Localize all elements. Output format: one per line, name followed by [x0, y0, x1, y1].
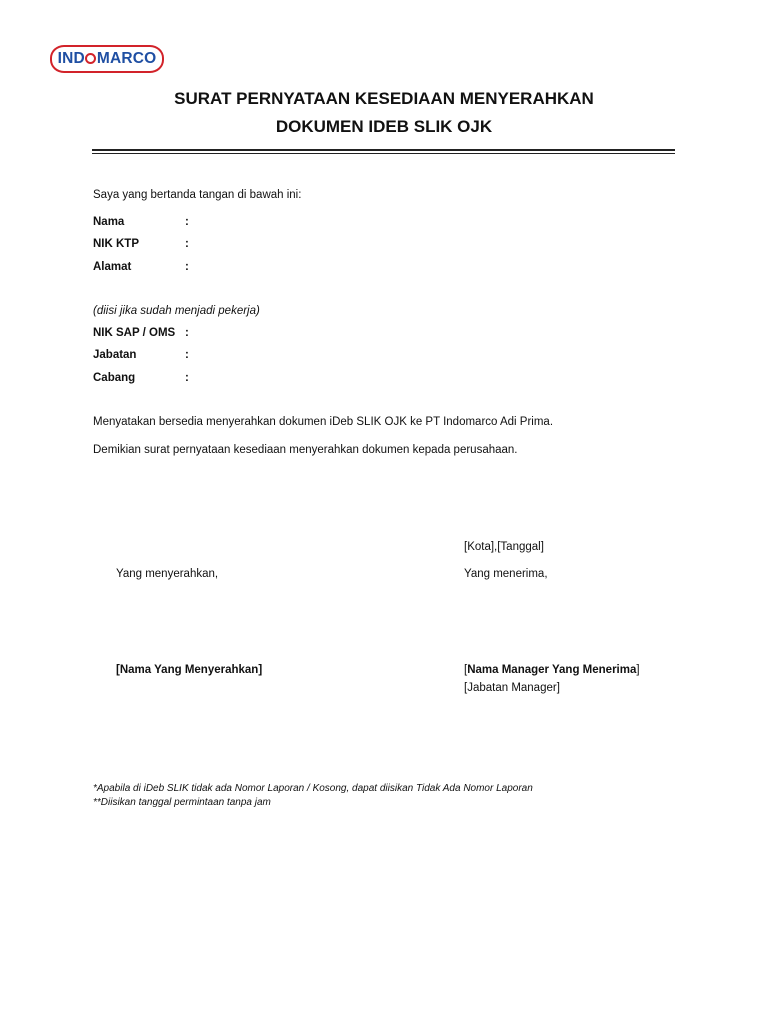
indomarco-logo [50, 45, 164, 73]
document-title-line-2: DOKUMEN IDEB SLIK OJK [275, 117, 493, 136]
signature-left-heading: Yang menyerahkan, [116, 568, 219, 580]
logo-ring-icon [85, 53, 96, 64]
signature-right-title: [Jabatan Manager] [464, 682, 560, 694]
bracket-close: ] [636, 664, 640, 676]
footnote-1: *Apabila di iDeb SLIK tidak ada Nomor Laporan / Kosong, dapat diisikan Tidak Ada Nomor Laporan [93, 783, 533, 794]
signature-right-heading: Yang menerima, [464, 568, 548, 580]
place-date-placeholder: [Kota],[Tanggal] [464, 541, 544, 553]
field-colon-alamat: : [185, 261, 189, 273]
logo-text: IND MARCO [57, 50, 157, 68]
field-colon-cabang: : [185, 372, 189, 384]
field-colon-nik-sap: : [185, 327, 189, 339]
field-colon-jabatan: : [185, 349, 189, 361]
intro-text: Saya yang bertanda tangan di bawah ini: [93, 189, 302, 201]
field-label-nama: Nama [93, 216, 125, 228]
signature-right-name [464, 664, 640, 676]
document-title-line-1: SURAT PERNYATAAN KESEDIAAN MENYERAHKAN [174, 89, 594, 108]
employee-note: (diisi jika sudah menjadi pekerja) [93, 305, 260, 317]
field-label-cabang: Cabang [93, 372, 136, 384]
field-colon-nik-ktp: : [185, 238, 189, 250]
signature-left-name: [Nama Yang Menyerahkan] [116, 664, 263, 676]
manager-name-placeholder: Nama Manager Yang Menerima [467, 664, 637, 676]
field-label-jabatan: Jabatan [93, 349, 137, 361]
statement-text: Menyatakan bersedia menyerahkan dokumen iDeb SLIK OJK ke PT Indomarco Adi Prima. [93, 416, 554, 428]
field-label-nik-ktp: NIK KTP [93, 238, 139, 250]
bracket-open: [ [464, 664, 468, 676]
field-label-nik-sap: NIK SAP / OMS [93, 327, 176, 339]
footnote-2: **Diisikan tanggal permintaan tanpa jam [93, 797, 271, 808]
field-colon-nama: : [185, 216, 189, 228]
title-divider-thick [92, 149, 675, 151]
field-label-alamat: Alamat [93, 261, 132, 273]
closing-text: Demikian surat pernyataan kesediaan menyerahkan dokumen kepada perusahaan. [93, 444, 518, 456]
title-divider-thin [92, 153, 675, 154]
